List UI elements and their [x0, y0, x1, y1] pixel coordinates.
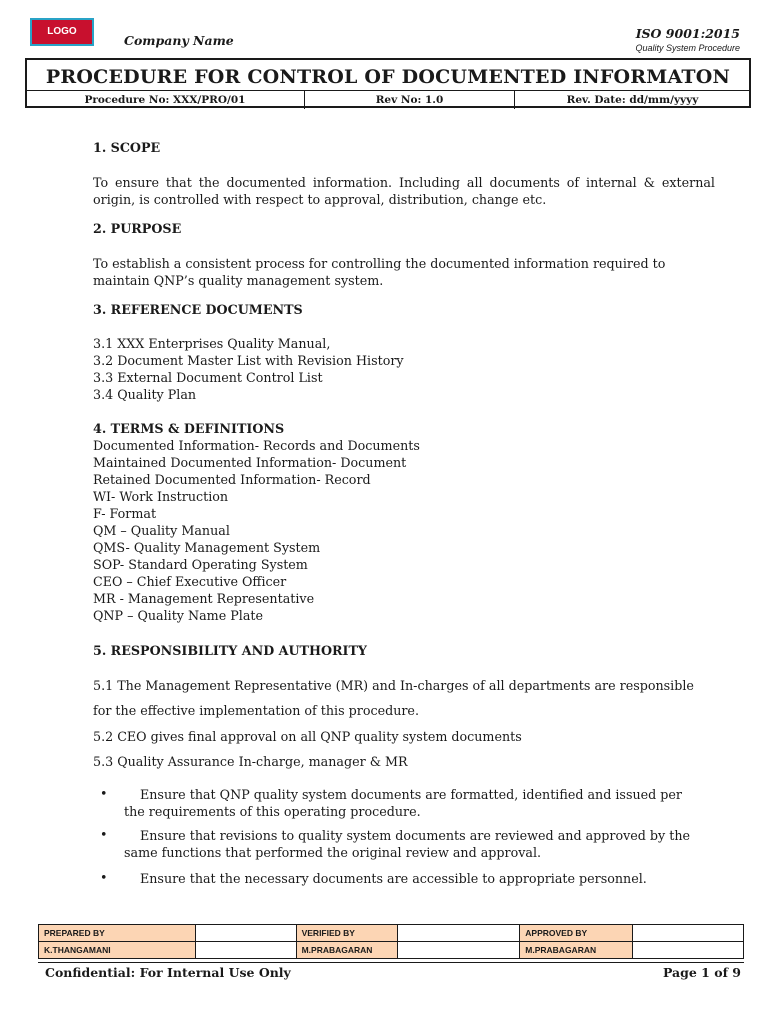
bullet-text-line: Ensure that QNP quality system documents are formatted, identified and issued per — [140, 787, 682, 802]
prepared-by-name: K.THANGAMANI — [39, 942, 196, 959]
bullet-marker: • — [100, 786, 108, 801]
term-item: QMS- Quality Management System — [93, 540, 321, 555]
purpose-heading: 2. PURPOSE — [93, 221, 182, 236]
term-item: WI- Work Instruction — [93, 489, 229, 504]
document-type: Quality System Procedure — [635, 43, 740, 53]
reference-item: 3.2 Document Master List with Revision History — [93, 353, 404, 368]
approved-signature-cell — [633, 942, 744, 959]
term-item: MR - Management Representative — [93, 591, 315, 606]
scope-heading: 1. SCOPE — [93, 140, 161, 155]
verified-signature-cell — [397, 925, 520, 942]
iso-standard: ISO 9001:2015 — [635, 26, 740, 41]
bullet-marker: • — [100, 827, 108, 842]
bullet-text-line: Ensure that the necessary documents are accessible to appropriate personnel. — [140, 871, 647, 886]
term-item: QM – Quality Manual — [93, 523, 230, 538]
purpose-text-line: maintain QNP’s quality management system. — [93, 273, 384, 288]
verified-signature-cell — [397, 942, 520, 959]
company-logo: LOGO — [30, 18, 94, 46]
term-item: Maintained Documented Information- Document — [93, 455, 407, 470]
confidentiality-notice: Confidential: For Internal Use Only — [45, 965, 291, 980]
references-heading: 3. REFERENCE DOCUMENTS — [93, 302, 303, 317]
bullet-text-line: same functions that performed the original review and approval. — [124, 845, 542, 860]
approved-signature-cell — [633, 925, 744, 942]
approved-by-label: APPROVED BY — [520, 925, 633, 942]
page-number: Page 1 of 9 — [662, 965, 741, 980]
reference-item: 3.3 External Document Control List — [93, 370, 323, 385]
scope-text: To ensure that the documented information. Including all documents of internal & external origin, is controlled with respect to approval, distribution, change etc. — [93, 175, 715, 207]
reference-item: 3.4 Quality Plan — [93, 387, 197, 402]
term-item: CEO – Chief Executive Officer — [93, 574, 287, 589]
bullet-marker: • — [100, 870, 108, 885]
revision-date: Rev. Date: dd/mm/yyyy — [514, 91, 750, 109]
prepared-signature-cell — [195, 925, 296, 942]
prepared-by-label: PREPARED BY — [39, 925, 196, 942]
procedure-number: Procedure No: XXX/PRO/01 — [84, 94, 246, 106]
responsibility-text: 5.2 CEO gives final approval on all QNP quality system documents — [93, 729, 522, 744]
reference-item: 3.1 XXX Enterprises Quality Manual, — [93, 336, 331, 351]
page-title: PROCEDURE FOR CONTROL OF DOCUMENTED INFORMATON — [45, 66, 731, 88]
term-item: Retained Documented Information- Record — [93, 472, 371, 487]
bullet-text-line: Ensure that revisions to quality system documents are reviewed and approved by the — [140, 828, 691, 843]
footer-divider — [38, 962, 744, 963]
title-block — [25, 58, 751, 108]
verified-by-label: VERIFIED BY — [296, 925, 397, 942]
signoff-table — [38, 924, 744, 959]
responsibility-heading: 5. RESPONSIBILITY AND AUTHORITY — [93, 643, 367, 658]
terms-heading: 4. TERMS & DEFINITIONS — [93, 421, 285, 436]
document-meta-row — [26, 90, 750, 109]
revision-number: Rev No: 1.0 — [304, 91, 514, 109]
responsibility-text-line: for the effective implementation of this procedure. — [93, 703, 419, 718]
term-item: Documented Information- Records and Documents — [93, 438, 420, 453]
bullet-text-line: the requirements of this operating procedure. — [124, 804, 421, 819]
term-item: SOP- Standard Operating System — [93, 557, 308, 572]
responsibility-text: 5.3 Quality Assurance In-charge, manager & MR — [93, 754, 408, 769]
company-name: Company Name — [124, 33, 234, 48]
verified-by-name: M.PRABAGARAN — [296, 942, 397, 959]
term-item: QNP – Quality Name Plate — [93, 608, 264, 623]
approved-by-name: M.PRABAGARAN — [520, 942, 633, 959]
purpose-text-line: To establish a consistent process for controlling the documented information required to — [93, 256, 666, 271]
responsibility-text-line: 5.1 The Management Representative (MR) and In-charges of all departments are responsible — [93, 678, 694, 693]
prepared-signature-cell — [195, 942, 296, 959]
term-item: F- Format — [93, 506, 157, 521]
